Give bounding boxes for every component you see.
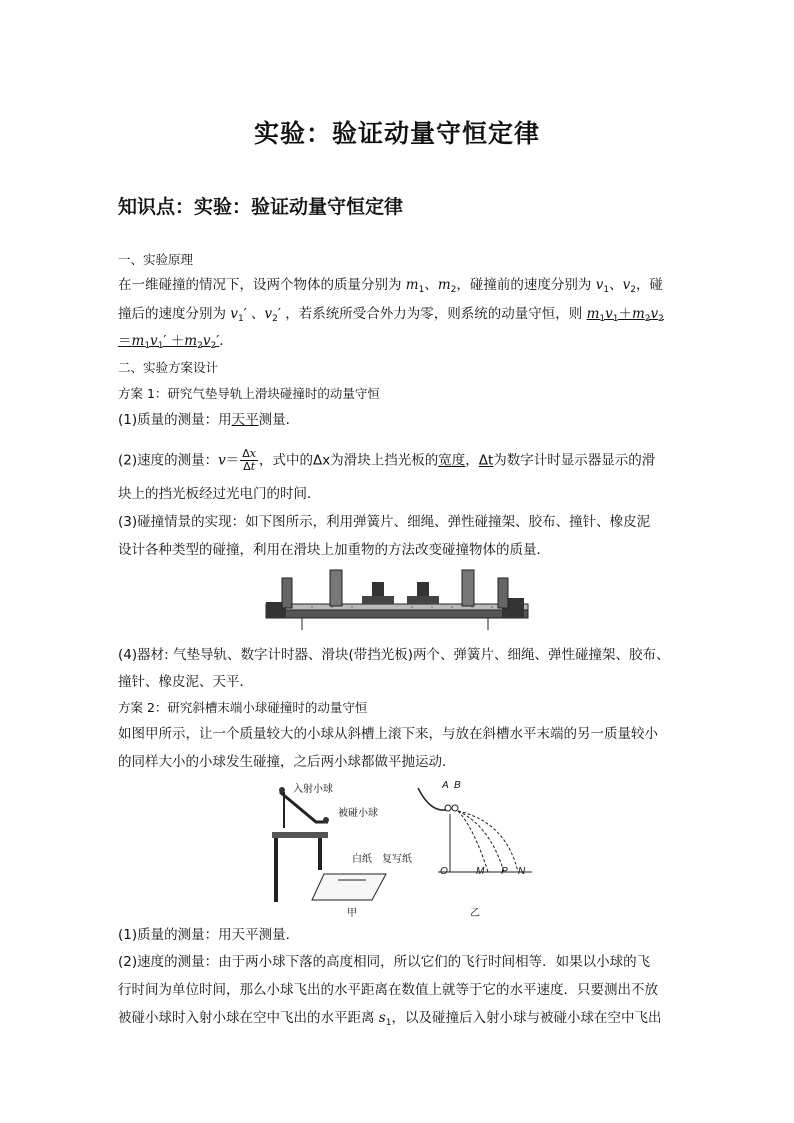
plan1-speed-cont: 块上的挡光板经过光电门的时间． xyxy=(118,486,321,502)
plan1-heading: 方案 1：研究气垫导轨上滑块碰撞时的动量守恒 xyxy=(118,386,380,401)
label-P: P xyxy=(501,866,508,877)
label-target-ball: 被碰小球 xyxy=(338,808,378,819)
plan2-speed-3: 被碰小球时入射小球在空中飞出的水平距离 $s_1$，以及碰撞后入射小球与被碰小球在空中飞出 xyxy=(118,1010,662,1028)
section-title: 知识点：实验：验证动量守恒定律 xyxy=(118,196,404,218)
air-track-figure xyxy=(262,568,532,636)
principle-line-1: 在一维碰撞的情况下，设两个物体的质量分别为 $m_1$、$m_2$，碰撞前的速度分别为 $v_1$、$v_2$，碰 xyxy=(118,277,663,295)
plan1-speed: (2)速度的测量：v＝ $\frac{\Delta x}{\Delta t}$ ，式中的Δx为滑块上挡光板的宽度，Δt为数字计时显示器显示的滑 xyxy=(118,447,656,473)
plan2-speed-2: 行时间为单位时间，那么小球飞出的水平距离在数值上就等于它的水平速度．只要测出不放 xyxy=(118,982,658,998)
plan2-line-2: 的同样大小的小球发生碰撞，之后两小球都做平抛运动． xyxy=(118,754,456,770)
label-M: M xyxy=(476,866,485,877)
plan1-collision-b: 设计各种类型的碰撞，利用在滑块上加重物的方法改变碰撞物体的质量． xyxy=(118,542,550,558)
label-white-paper: 白纸 xyxy=(352,854,372,865)
plan2-mass: (1)质量的测量：用天平测量． xyxy=(118,927,300,943)
principle-line-2: 撞后的速度分别为 $v_1'$ 、$v_2'$ ，若系统所受合外力为零，则系统的动量守恒，则 $m_1v_1+m_2v_2$ xyxy=(118,306,664,324)
plan1-equipment-b: 撞针、橡皮泥、天平． xyxy=(118,674,253,690)
label-incident-ball: 入射小球 xyxy=(293,784,333,795)
label-yi: 乙 xyxy=(470,908,480,919)
label-N: N xyxy=(518,866,526,877)
page-title: 实验：验证动量守恒定律 xyxy=(253,119,540,148)
label-A: A xyxy=(442,780,449,791)
plan1-collision-a: (3)碰撞情景的实现：如下图所示，利用弹簧片、细绳、弹性碰撞架、胶布、撞针、橡皮泥 xyxy=(118,514,651,530)
plan2-heading: 方案 2：研究斜槽末端小球碰撞时的动量守恒 xyxy=(118,700,368,715)
plan2-speed-1: (2)速度的测量：由于两小球下落的高度相同，所以它们的飞行时间相等．如果以小球的飞 xyxy=(118,954,651,970)
plan1-mass: (1)质量的测量：用天平测量． xyxy=(118,412,300,428)
label-jia: 甲 xyxy=(347,908,357,919)
figure-jia-incline xyxy=(262,778,402,908)
design-heading: 二、实验方案设计 xyxy=(118,360,219,375)
principle-heading: 一、实验原理 xyxy=(118,252,194,267)
label-B: B xyxy=(454,780,461,791)
label-carbon-paper: 复写纸 xyxy=(382,854,412,865)
label-O: O xyxy=(440,866,448,877)
plan1-equipment-a: (4)器材: 气垫导轨、数字计时器、滑块(带挡光板)两个、弹簧片、细绳、弹性碰撞架、胶布、 xyxy=(118,647,670,663)
plan2-line-1: 如图甲所示，让一个质量较大的小球从斜槽上滚下来，与放在斜槽水平末端的另一质量较小 xyxy=(118,726,658,742)
principle-line-3: $=m_1v_1' +m_2v_2'$． xyxy=(118,333,233,351)
